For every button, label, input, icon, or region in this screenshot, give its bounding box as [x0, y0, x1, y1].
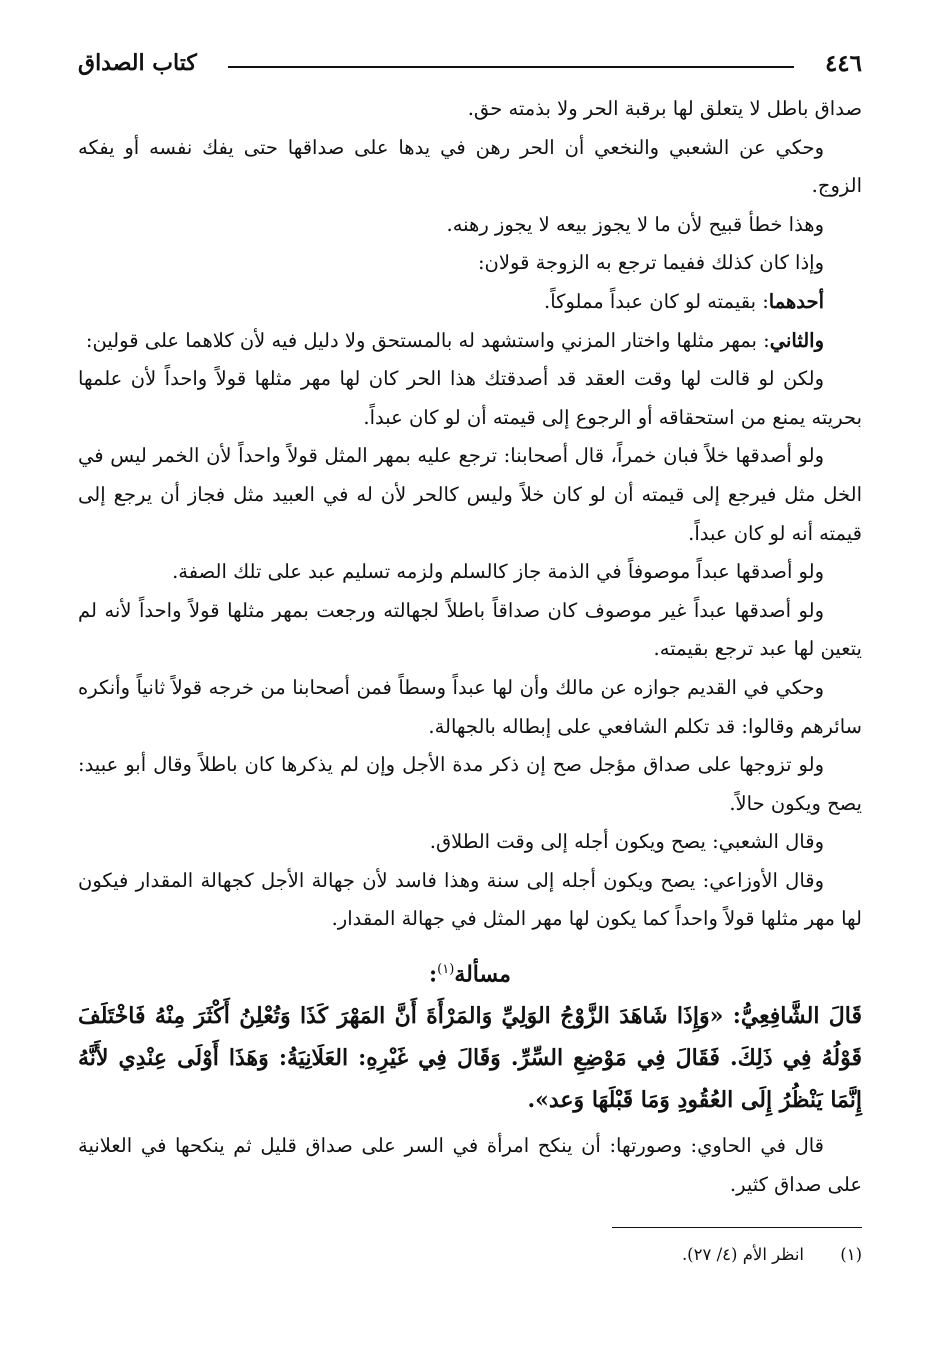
paragraph-text: ولو أصدقها عبداً موصوفاً في الذمة جاز كالسلم ولزمه تسليم عبد على تلك الصفة. — [172, 560, 824, 584]
paragraph-text: وإذا كان كذلك ففيما ترجع به الزوجة قولان: — [477, 251, 824, 275]
masala-title: مسألة — [454, 961, 511, 988]
footnote-reference: (١) — [437, 962, 455, 978]
paragraph-lead: والثاني — [769, 328, 824, 352]
paragraph-text: ولكن لو قالت لها وقت العقد قد أصدقتك هذا الحر كان لها مهر مثلها قولاً واحداً لأن علمها بحريته يمنع من استحقاقه أو الرجوع إلى قيمته أن لو كان عبداً. — [78, 367, 862, 429]
body-text — [78, 90, 862, 939]
paragraph — [78, 553, 862, 592]
shafii-text: قَالَ الشَّافِعِيُّ: «وَإِذَا شَاهَدَ الزَّوْجُ الوَلِيِّ وَالمَرْأَةَ أَنَّ المَهْرَ كَذَا وَتُعْلِنُ أَكْثَرَ مِنْهُ فَاخْتَلَفَ قَوْلُهُ فِي ذَلِكَ. فَقَالَ فِي مَوْضِعِ السِّرِّ. وَقَالَ فِي غَيْرِهِ: العَلَانِيَةُ: وَهَذَا أَوْلَى عِنْدِي لأَنَّهُ إِنَّمَا يَنْظُرُ إِلَى العُقُودِ وَمَا قَبْلَهَا وَعد». — [78, 1003, 862, 1114]
paragraph-text: ولو تزوجها على صداق مؤجل صح إن ذكر مدة الأجل وإن لم يذكرها كان باطلاً وقال أبو عبيد: يصح ويكون حالاً. — [78, 753, 862, 815]
paragraph — [78, 283, 862, 322]
paragraph — [78, 669, 862, 746]
paragraph — [78, 90, 862, 129]
paragraph-lead: أحدهما — [768, 289, 824, 313]
paragraph — [78, 206, 862, 245]
paragraph — [78, 592, 862, 669]
paragraph-text: ولو أصدقها خلاً فبان خمراً، قال أصحابنا: ترجع عليه بمهر المثل قولاً واحداً لأن الخمر ليس في الخل مثل فيرجع إلى قيمته أن لو كان خلاً وليس كالحر لأن له في العبيد مثل فجاز أن يرجع إلى قيمته أنه لو كان عبداً. — [78, 444, 862, 545]
masala-heading — [78, 949, 862, 995]
paragraph — [78, 746, 862, 823]
paragraph-text: ولو أصدقها عبداً غير موصوف كان صداقاً باطلاً لجهالته ورجعت بمهر مثلها قولاً واحداً لأنه لم يتعين لها عبد ترجع بقيمته. — [78, 598, 862, 661]
paragraph — [78, 360, 862, 437]
paragraph — [78, 823, 862, 862]
paragraph-text: وقال الشعبي: يصح ويكون أجله إلى وقت الطلاق. — [429, 830, 824, 854]
footnote — [78, 1238, 862, 1272]
running-header — [78, 44, 862, 84]
commentary-text — [78, 1127, 862, 1204]
paragraph — [78, 437, 862, 553]
footnote-text: انظر الأم (٤/ ٢٧). — [681, 1244, 804, 1264]
paragraph-text: : بقيمته لو كان عبداً مملوكاً. — [544, 289, 769, 313]
paragraph-text: وهذا خطأ قبيح لأن ما لا يجوز بيعه لا يجوز رهنه. — [446, 212, 824, 236]
paragraph — [78, 244, 862, 283]
header-rule — [228, 66, 794, 68]
paragraph: قال في الحاوي: وصورتها: أن ينكح امرأة في السر على صداق قليل ثم ينكحها في العلانية على صداق كثير. — [78, 1134, 862, 1196]
paragraph-text: وحكي في القديم جوازه عن مالك وأن لها عبداً وسطاً فمن أصحابنا من خرجه قولاً ثانياً وأنكره سائرهم وقالوا: قد تكلم الشافعي على إبطاله بالجهالة. — [78, 675, 862, 738]
footnote-rule — [612, 1227, 862, 1228]
paragraph-text: : بمهر مثلها واختار المزني واستشهد له بالمستحق ولا دليل فيه لأن كلاهما على قولين: — [85, 328, 770, 352]
paragraph — [78, 322, 862, 361]
document-page — [78, 44, 862, 1272]
paragraph — [78, 129, 862, 206]
paragraph-text: صداق باطل لا يتعلق لها برقبة الحر ولا بذمته حق. — [467, 97, 862, 120]
paragraph — [78, 862, 862, 939]
paragraph-text: وقال الأوزاعي: يصح ويكون أجله إلى سنة وهذا فاسد لأن جهالة الأجل كجهالة المقدار فيكون لها مهر مثلها قولاً واحداً كما يكون لها مهر المثل في جهالة المقدار. — [78, 868, 862, 931]
paragraph-text: وحكي عن الشعبي والنخعي أن الحر رهن في يدها على صداقها حتى يفك نفسه أو يفكه الزوج. — [78, 135, 862, 198]
footnote-number: (١) — [840, 1244, 862, 1264]
page-number: ٤٤٦ — [824, 50, 862, 77]
masala-colon: : — [429, 961, 438, 988]
book-title: كتاب الصداق — [78, 50, 197, 76]
